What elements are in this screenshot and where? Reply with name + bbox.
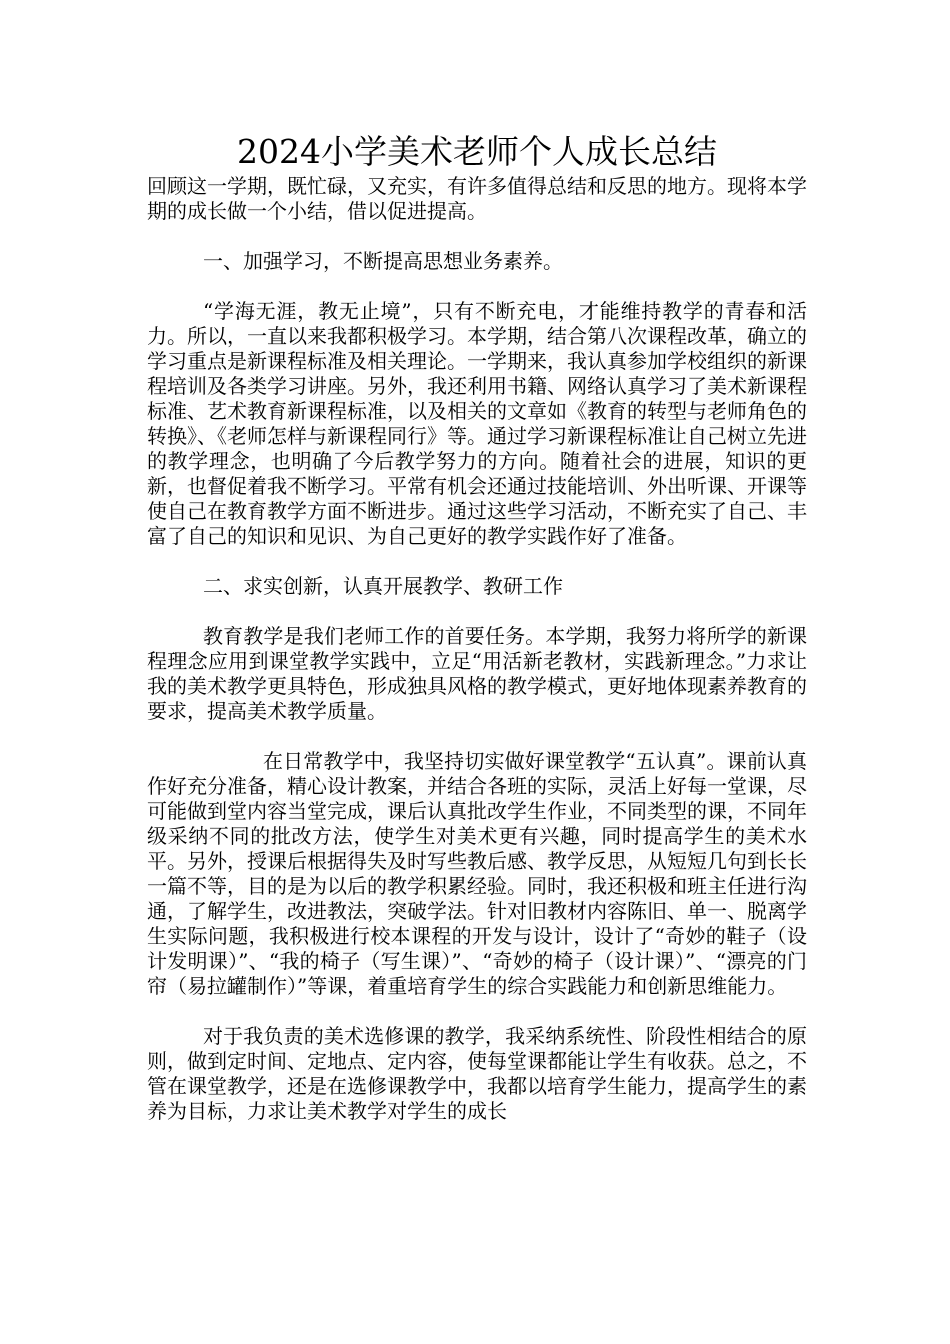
paragraph-gap bbox=[147, 549, 807, 574]
body-paragraph-learning: “学海无涯，教无止境”，只有不断充电，才能维持教学的青春和活力。所以，一直以来我都积极学习。本学期，结合第八次课程改革，确立的学习重点是新课程标准及相关理论。一学期来，我认真参加学校组织的新课程培训及各类学习讲座。另外，我还利用书籍、网络认真学习了美术新课程标准、艺术教育新课程标准，以及相关的文章如《教育的转型与老师角色的转换》、《老师怎样与新课程同行》等。通过学习新课程标准让自己树立先进的教学理念，也明确了今后教学努力的方向。随着社会的进展，知识的更新，也督促着我不断学习。平常有机会还通过技能培训、外出听课、开课等使自己在教育教学方面不断进步。通过这些学习活动，不断充实了自己、丰富了自己的知识和见识、为自己更好的教学实践作好了准备。 bbox=[147, 299, 807, 548]
paragraph-gap bbox=[147, 274, 807, 299]
paragraph-gap bbox=[147, 224, 807, 249]
section-heading-2: 二、求实创新，认真开展教学、教研工作 bbox=[203, 574, 563, 598]
body-paragraph-elective: 对于我负责的美术选修课的教学，我采纳系统性、阶段性相结合的原则，做到定时间、定地点、定内容，使每堂课都能让学生有收获。总之，不管在课堂教学，还是在选修课教学中，我都以培育学生能力，提高学生的素养为目标，力求让美术教学对学生的成长 bbox=[147, 1024, 807, 1123]
paragraph-gap bbox=[147, 599, 807, 624]
paragraph-gap bbox=[147, 724, 807, 749]
document-page bbox=[147, 130, 807, 1124]
document-title: 2024小学美术老师个人成长总结 bbox=[237, 132, 717, 171]
intro-paragraph: 回顾这一学期，既忙碌，又充实，有许多值得总结和反思的地方。现将本学期的成长做一个小结，借以促进提高。 bbox=[147, 174, 807, 223]
paragraph-gap bbox=[147, 999, 807, 1024]
body-paragraph-daily-teaching: 在日常教学中，我坚持切实做好课堂教学“五认真”。课前认真作好充分准备，精心设计教案，并结合各班的实际，灵活上好每一堂课，尽可能做到堂内容当堂完成，课后认真批改学生作业，不同类型的课，不同年级采纳不同的批改方法，使学生对美术更有兴趣，同时提高学生的美术水平。另外，授课后根据得失及时写些教后感、教学反思，从短短几句到长长一篇不等，目的是为以后的教学积累经验。同时，我还积极和班主任进行沟通，了解学生，改进教法，突破学法。针对旧教材内容陈旧、单一、脱离学生实际问题，我积极进行校本课程的开发与设计，设计了“奇妙的鞋子（设计发明课）”、“我的椅子（写生课）”、“奇妙的椅子（设计课）”、“漂亮的门帘（易拉罐制作）”等课，着重培育学生的综合实践能力和创新思维能力。 bbox=[147, 749, 807, 998]
section-heading-1: 一、加强学习，不断提高思想业务素养。 bbox=[203, 249, 563, 273]
body-paragraph-teaching: 教育教学是我们老师工作的首要任务。本学期，我努力将所学的新课程理念应用到课堂教学实践中，立足“用活新老教材，实践新理念。”力求让我的美术教学更具特色，形成独具风格的教学模式，更好地体现素养教育的要求，提高美术教学质量。 bbox=[147, 624, 807, 723]
